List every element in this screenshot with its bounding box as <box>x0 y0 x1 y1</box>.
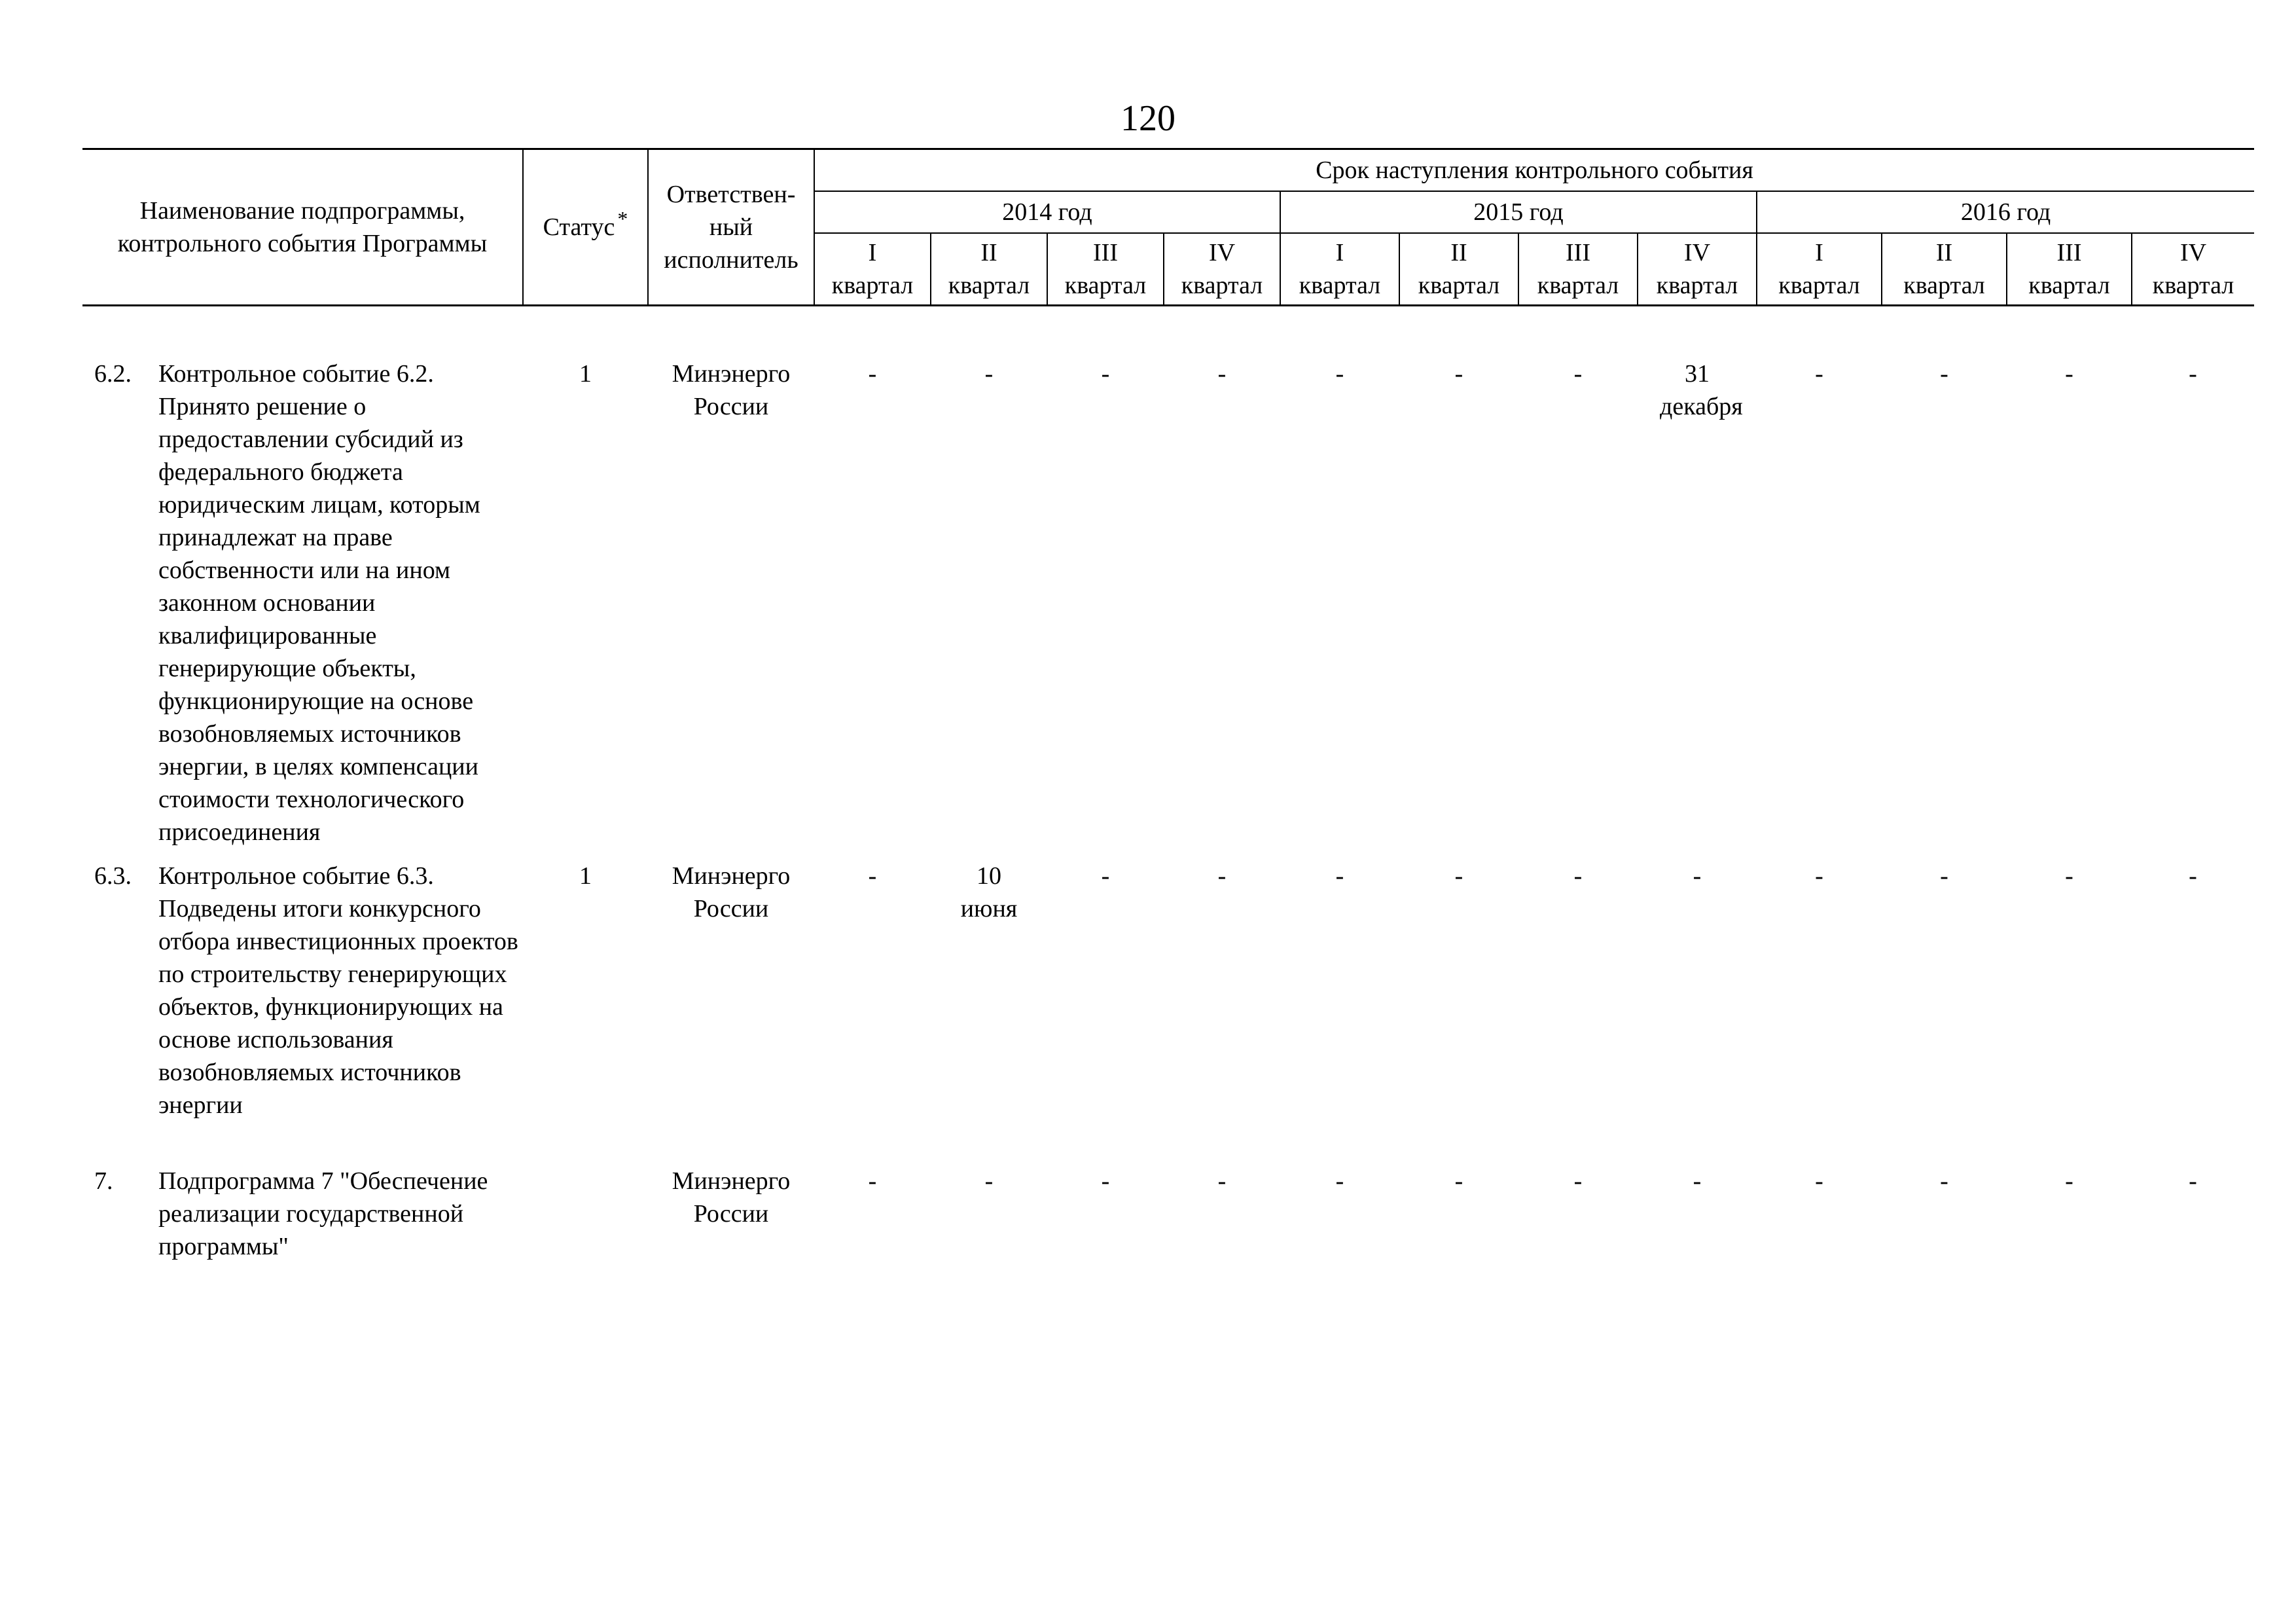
quarter-word: квартал <box>2152 272 2234 299</box>
header-2015-q2 <box>1399 233 1518 306</box>
cell-2016-q1: - <box>1815 1167 1823 1195</box>
header-2016-q3 <box>2007 233 2132 306</box>
cell-2014-q2: - <box>984 1167 994 1195</box>
cell-2016-q4: - <box>2189 360 2197 388</box>
quarter-numeral: I <box>1815 239 1823 266</box>
row-responsible-line1: Минэнерго <box>672 1167 791 1195</box>
row-responsible-line2: России <box>693 895 769 922</box>
quarter-numeral: II <box>1450 239 1467 266</box>
cell-2015-q2: - <box>1454 360 1463 388</box>
cell-2016-q4: - <box>2189 862 2197 890</box>
row-name: Контрольное событие 6.3. Подведены итоги конкурсного отбора инвестиционных проектов по строительству генерирующих объектов, функционирующих на основе использования возобновляемых источников энергии <box>158 862 518 1119</box>
row-number: 7. <box>94 1167 113 1195</box>
quarter-numeral: IV <box>1208 239 1236 266</box>
quarter-numeral: IV <box>1683 239 1711 266</box>
table-header <box>82 149 2254 306</box>
header-2015-q1 <box>1280 233 1399 306</box>
cell-2014-q1: - <box>868 1167 877 1195</box>
cell-2014-q1: - <box>868 862 877 890</box>
cell-2014-q2: - <box>984 360 994 388</box>
header-name: Наименование подпрограммы, контрольного события Программы <box>82 149 523 306</box>
row-status: 1 <box>579 862 592 890</box>
cell-2016-q3: - <box>2065 862 2073 890</box>
row-name: Подпрограмма 7 "Обеспечение реализации государственной программы" <box>158 1167 488 1260</box>
quarter-word: квартал <box>1903 272 1985 299</box>
cell-2016-q4: - <box>2189 1167 2197 1195</box>
header-2015-q3 <box>1518 233 1638 306</box>
cell-2015-q1: - <box>1335 1167 1344 1195</box>
cell-2016-q2: - <box>1940 360 1948 388</box>
row-responsible <box>648 860 814 925</box>
cell-2014-q1: - <box>868 360 877 388</box>
cell-2015-q3: - <box>1573 862 1583 890</box>
header-status-label: Статус <box>543 213 615 241</box>
header-2014-q2 <box>931 233 1047 306</box>
header-2015-q4 <box>1638 233 1757 306</box>
cell-2016-q1: - <box>1815 360 1823 388</box>
quarter-numeral: III <box>1566 239 1590 266</box>
row-responsible-line1: Минэнерго <box>672 862 791 890</box>
cell-2014-q3: - <box>1101 862 1110 890</box>
row-responsible <box>648 1165 814 1230</box>
quarter-word: квартал <box>948 272 1030 299</box>
cell-2014-q4: - <box>1217 1167 1227 1195</box>
cell-2015-q4: 31 декабря <box>1660 360 1743 420</box>
cell-2016-q2: - <box>1940 862 1948 890</box>
cell-2014-q3: - <box>1101 1167 1110 1195</box>
cell-2015-q1: - <box>1335 862 1344 890</box>
cell-2015-q2: - <box>1454 1167 1463 1195</box>
quarter-numeral: II <box>980 239 997 266</box>
header-responsible-line1: Ответствен- <box>666 181 796 208</box>
header-2016-q4 <box>2132 233 2254 306</box>
quarter-word: квартал <box>1181 272 1263 299</box>
row-responsible-line2: России <box>693 1200 769 1228</box>
quarter-word: квартал <box>1299 272 1381 299</box>
cell-2016-q2: - <box>1940 1167 1948 1195</box>
cell-2015-q3: - <box>1573 1167 1583 1195</box>
header-year-2014: 2014 год <box>814 191 1280 233</box>
cell-2014-q2: 10 июня <box>960 862 1018 922</box>
row-responsible-line1: Минэнерго <box>672 360 791 388</box>
quarter-numeral: IV <box>2179 239 2207 266</box>
cell-2015-q3: - <box>1573 360 1583 388</box>
quarter-word: квартал <box>1778 272 1860 299</box>
quarter-word: квартал <box>1064 272 1147 299</box>
header-status-mark: * <box>617 206 628 230</box>
quarter-numeral: II <box>1935 239 1953 266</box>
header-2014-q3 <box>1047 233 1164 306</box>
header-deadline-group: Срок наступления контрольного события <box>814 149 2254 192</box>
cell-2015-q1: - <box>1335 360 1344 388</box>
row-status: 1 <box>579 360 592 388</box>
quarter-numeral: I <box>1335 239 1344 266</box>
cell-2014-q3: - <box>1101 360 1110 388</box>
quarter-word: квартал <box>831 272 914 299</box>
cell-2015-q4: - <box>1693 862 1702 890</box>
header-responsible <box>648 149 814 306</box>
quarter-numeral: III <box>2056 239 2082 266</box>
cell-2014-q4: - <box>1217 862 1227 890</box>
header-2014-q4 <box>1164 233 1280 306</box>
header-responsible-line2: ный <box>709 213 753 241</box>
quarter-word: квартал <box>1537 272 1619 299</box>
page-number: 120 <box>1121 98 1175 139</box>
header-year-2015: 2015 год <box>1280 191 1757 233</box>
row-responsible <box>648 357 814 423</box>
header-status <box>523 149 648 306</box>
header-2014-q1 <box>814 233 931 306</box>
cell-2015-q2: - <box>1454 862 1463 890</box>
row-responsible-line2: России <box>693 393 769 420</box>
row-name: Контрольное событие 6.2. Принято решение о предоставлении субсидий из федерального бюджета юридическим лицам, которым принадлежат на праве собственности или на ином законном основании квалифицированные генерирующие объекты, функционирующие на основе возобновляемых источников энергии, в целях компенсации стоимости технологического присоединения <box>158 360 480 846</box>
header-2016-q2 <box>1882 233 2007 306</box>
quarter-word: квартал <box>1656 272 1738 299</box>
cell-2016-q3: - <box>2065 360 2073 388</box>
quarter-word: квартал <box>1418 272 1500 299</box>
header-year-2016: 2016 год <box>1757 191 2254 233</box>
row-number: 6.2. <box>94 360 132 388</box>
header-2016-q1 <box>1757 233 1882 306</box>
cell-2016-q1: - <box>1815 862 1823 890</box>
cell-2016-q3: - <box>2065 1167 2073 1195</box>
quarter-numeral: III <box>1093 239 1118 266</box>
cell-2014-q4: - <box>1217 360 1227 388</box>
header-responsible-line3: исполнитель <box>664 246 798 274</box>
cell-2015-q4: - <box>1693 1167 1702 1195</box>
quarter-numeral: I <box>868 239 877 266</box>
quarter-word: квартал <box>2028 272 2110 299</box>
control-events-table <box>82 148 2254 306</box>
row-number: 6.3. <box>94 862 132 890</box>
